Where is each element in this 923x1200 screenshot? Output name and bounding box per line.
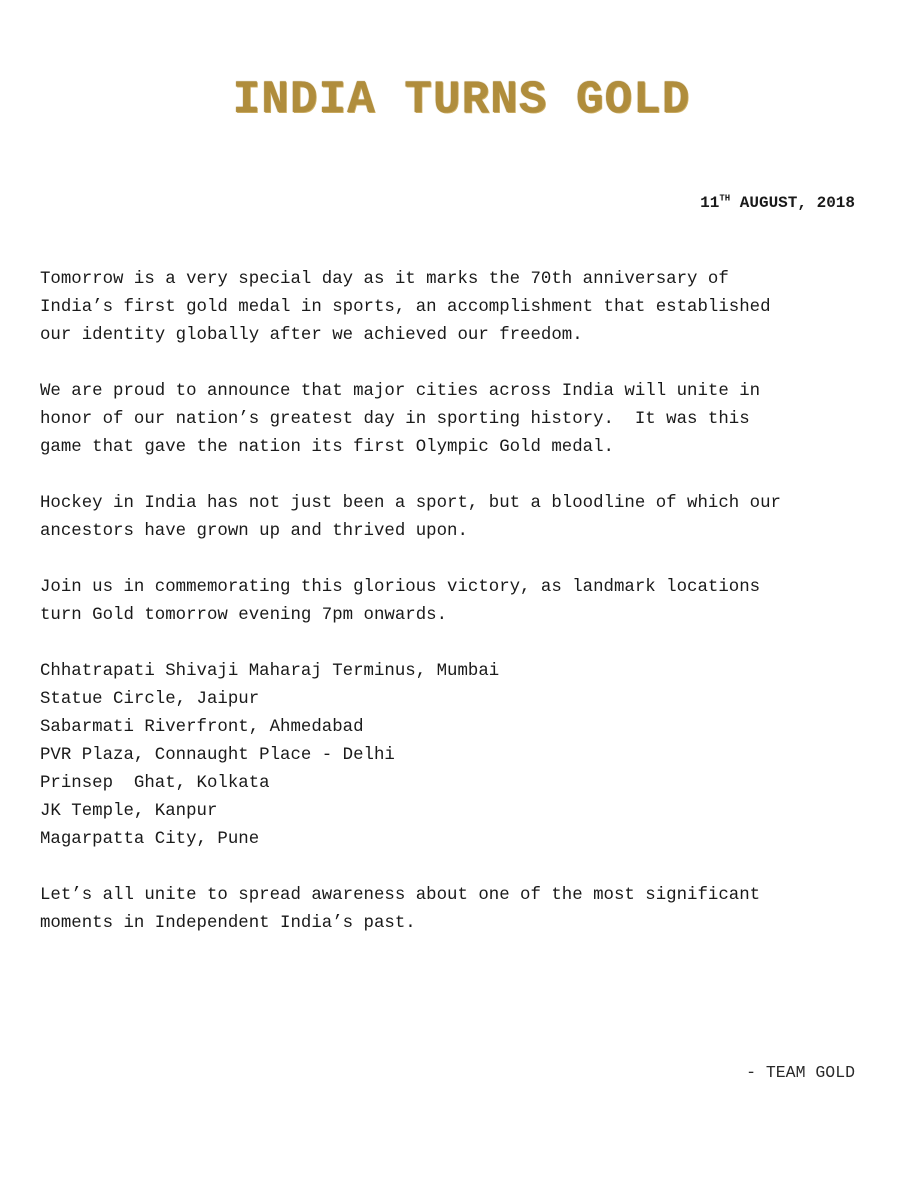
paragraph-closing: Let’s all unite to spread awareness about one of the most significant moments in Independent India’s past. [40, 886, 761, 933]
signature: - TEAM GOLD [746, 1063, 855, 1082]
document-body [40, 266, 900, 966]
date-day: 11 [700, 194, 720, 212]
locations-list [40, 658, 900, 854]
list-item: Chhatrapati Shivaji Maharaj Terminus, Mumbai [40, 662, 500, 681]
paragraph-hockey: Hockey in India has not just been a sport, but a bloodline of which our ancestors have grown up and thrived upon. [40, 494, 781, 541]
list-item: Magarpatta City, Pune [40, 830, 260, 849]
date-suffix: TH [719, 193, 731, 204]
paragraph-invitation: Join us in commemorating this glorious victory, as landmark locations turn Gold tomorrow evening 7pm onwards. [40, 578, 761, 625]
list-item: JK Temple, Kanpur [40, 802, 218, 821]
paragraph-announcement: We are proud to announce that major cities across India will unite in honor of our nation’s greatest day in sporting history. It was this game that gave the nation its first Olympic Gold medal. [40, 382, 761, 457]
list-item: PVR Plaza, Connaught Place - Delhi [40, 746, 395, 765]
list-item: Prinsep Ghat, Kolkata [40, 774, 270, 793]
document-date [700, 192, 855, 214]
list-item: Statue Circle, Jaipur [40, 690, 260, 709]
paragraph-anniversary: Tomorrow is a very special day as it marks the 70th anniversary of India’s first gold medal in sports, an accomplishment that established our identity globally after we achieved our freedom. [40, 270, 771, 345]
document-title: INDIA TURNS GOLD [232, 74, 691, 126]
date-rest: AUGUST, 2018 [730, 194, 855, 212]
list-item: Sabarmati Riverfront, Ahmedabad [40, 718, 364, 737]
